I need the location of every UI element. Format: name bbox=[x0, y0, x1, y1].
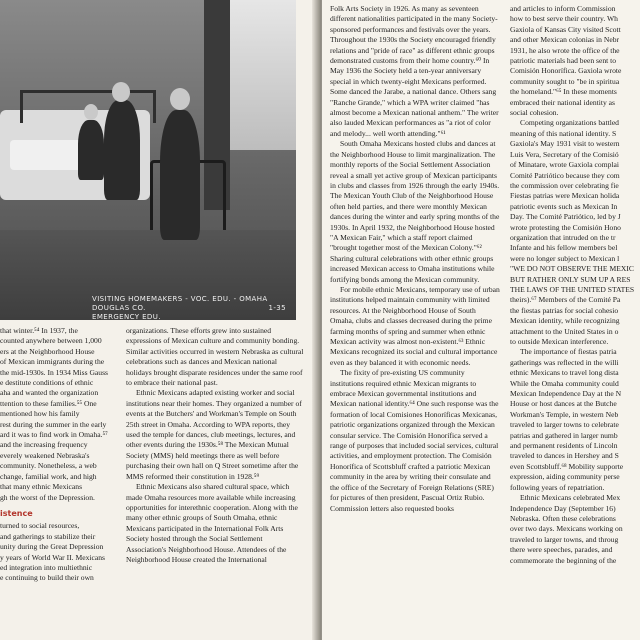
woman-standing-figure bbox=[160, 110, 200, 240]
woman-seated-figure bbox=[104, 100, 140, 200]
paragraph: Ethnic Mexicans adapted existing worker and social institutions near their homes. They organized a number of events at the Butchers' and Workman's Temple on South 25th street in Omaha. According to WPA reports, they used the temple for dances, club meetings, lectures, and other events during the 1930s.⁵⁸ The Mexican Mutual Society (MMS) held meetings there as well before purchasing their own hall on Q Street sometime after the MMS reformed their constitution in 1928.⁵⁹ bbox=[126, 388, 302, 481]
historical-photo bbox=[0, 0, 296, 320]
paragraph: Ethnic Mexicans also shared cultural space, which made Omaha resources more available while increasing opportunities for interethnic cooperation. Along with the many other ethnic groups of South Omaha, ethnic Mexicans participated in the International Folk Arts Society hosted through the Social Settlement Association's Neighborhood House. Attendees of the Neighborhood House created the International bbox=[126, 482, 298, 564]
photo-caption: VISITING HOMEMAKERS - VOC. EDU. - OMAHA DOUGLAS CO. EMERGENCY EDU. 1-35 bbox=[92, 295, 286, 320]
left-column-2 bbox=[126, 326, 304, 565]
paragraph: The fixity of pre-existing US community institutions required ethnic Mexican migrants to embrace Mexican governmental institutions and Mexican national identity.⁶⁴ One such response was the formation of local Comisiones Honoríficas Mexicanas, patriotic organizations organized through the Mexican consular service. The Comisión Honorífica served a range of purposes that included social services, cultural activities, and employment protection. The Comisión Honorífica of Scottsbluff crafted a patriotic Mexican community in the area by writing their consulate and the office of the Secretary of Foreign Relations (SRE) for pictures of then president, Pascual Ortiz Rubio. Commission letters also requested books bbox=[330, 368, 499, 513]
paragraph: South Omaha Mexicans hosted clubs and dances at the Neighborhood House to limit marginalization. The monthly reports of the Social Settlement Association reveal a small yet active group of Mexican participants in clubs and classes from 1926 through the early 1940s. The Mexican Youth Club of the Neighborhood House often held parties, and there were monthly Mexican dances during the winter and early spring months of the 1930s. In April 1932, the Neighborhood House hosted "A Mexican Fair," which a staff report claimed "brought together most of the Mexican Colony."⁶² Sharing cultural celebrations with other ethnic groups increased Mexican access to Omaha institutions while fortifying bonds among the Mexican community. bbox=[330, 139, 500, 284]
right-column-1 bbox=[330, 4, 500, 514]
child-figure bbox=[78, 120, 104, 180]
right-column-2: and articles to inform Commission how to best serve their country. Wh Gaxiola of Kansas City visited Scott and other Mexican colonias in Nebr 1931, he also wrote the office of the patriotic materials had been sent to Comisión Honorífica. Gaxiola wrote community sought to "be in spiritua the homeland."⁶⁵ In these moments embraced their national identity as social cohesion. Competing organizations battled meaning of this national identity. S Gaxiola's May 1931 visit to western Luis Vera, Secretary of the Comisió of Minatare, wrote Gaxiola complai Comité Patriótico because they com the commission over celebrating fie Fiestas patrias were Mexican holida patriotic events such as Mexican In Day. The Comité Patriótico, led by J wrote protesting the Comisión Hono organization that intruded on the tr Infante and his fellow members bel were no longer subject to Mexican l "WE DO NOT OBSERVE THE MEXIC BUT RATHER ONLY SUM UP A RES THE LAWS OF THE UNITED STATES theirs).⁶⁷ Members of the Comité Pa the fiestas patrias for social cohesio Mexican identity, while recognizing attachment to the United States in o to outside Mexican interference. The importance of fiestas patria gatherings was reflected in the willi ethnic Mexicans to travel long dista While the Omaha community could Mexican Independence Day at the N House or host dances at the Butche Workman's Temple, in western Neb traveled to larger towns to celebrate patrias and gathered in larger numb and permanent residents of Lincoln traveled to dances in Hershey and S even Scottsbluff.⁶⁸ Mobility supporte expression, aiding community perse following years of repatriation. Ethnic Mexicans celebrated Mex Independence Day (September 16) Nebraska. Often these celebrations over two days. Mexicans working on traveled to larger towns, and throug there were speeches, parades, and commemorate the beginning of the bbox=[510, 4, 635, 565]
paragraph: Folk Arts Society in 1926. As many as seventeen different nationalities participated in the many Society-sponsored performances and festivals over the years. Throughout the 1930s the Society encouraged friendly relations and "pride of race" as different ethnic groups demonstrated customs from their home country.⁶⁰ In May 1936 the Society held a ten-year anniversary special in which twenty-eight Mexicans performed. Some danced the Jarabe, a national dance. Others sang "Ranche Grande," which a WPA writer claimed "has almost become a Mexican national anthem." The writer also lauded Mexican performances as "a riot of color and melody... well worth attending."⁶¹ bbox=[330, 4, 499, 138]
left-column-1: that winter.⁵⁴ In 1937, the counted anywhere between 1,000 ers at the Neighborhood House of Mexican immigrants during the the mid-1930s. In 1934 Miss Gauss e destitute conditions of ethnic aha and wanted the organization ttention to these families.⁵⁵ One mentioned how his family rest during the summer in the early ard it was to find work in Omaha.⁵⁷ and the increasing frequency everely weakened Nebraska's community. Nonetheless, a web change, familial work, and high that many ethnic Mexicans gh the worst of the Depression. istence turned to social resources, and gatherings to stabilize their unity during the Great Depression y years of World War II. Mexicans ed integration into multiethnic e continuing to build their own bbox=[0, 326, 118, 584]
section-heading: istence bbox=[0, 508, 33, 518]
paragraph: For mobile ethnic Mexicans, temporary use of urban institutions helped maintain community with limited resources. At the Neighborhood House of South Omaha, clubs and classes decreased during the prime farming months of spring and summer when ethnic Mexican activity was almost non-existent.⁶³ Ethnic Mexicans recognized its social and cultural importance even as they balanced it with economic needs. bbox=[330, 284, 500, 367]
paragraph: organizations. These efforts grew into sustained expressions of Mexican culture and community bonding. Similar activities occurred in western Nebraska as cultural celebrations such as dances and Mexican national holidays brought disparate residences under the same roof to embrace their national past. bbox=[126, 326, 304, 388]
